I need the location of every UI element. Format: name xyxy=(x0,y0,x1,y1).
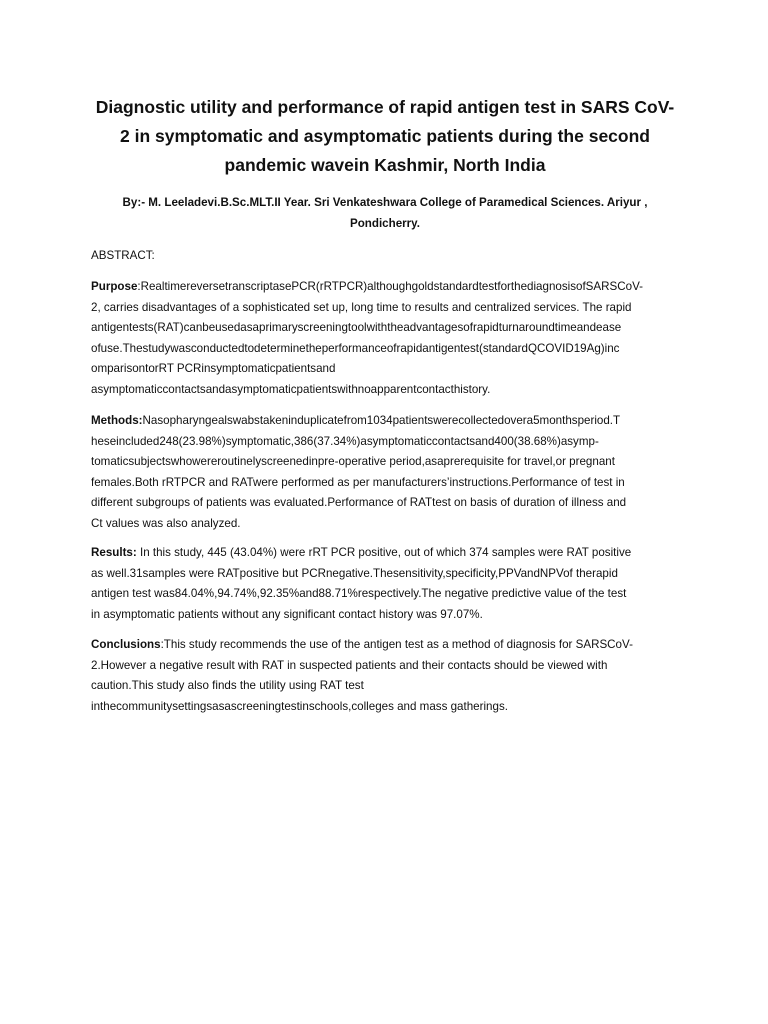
paragraph-line: 2.However a negative result with RAT in suspected patients and their contacts should be viewed with xyxy=(91,658,608,672)
paragraph-line: 2, carries disadvantages of a sophisticated set up, long time to results and centralized services. The rapid xyxy=(91,300,632,314)
results-text: In this study, 445 (43.04%) were rRT PCR positive, out of which 374 samples were RAT positive xyxy=(136,546,632,559)
paragraph-line xyxy=(91,543,691,564)
conclusions-text: :This study recommends the use of the antigen test as a method of diagnosis for SARSCoV- xyxy=(160,638,633,651)
author-byline xyxy=(80,192,690,234)
title-line: 2 in symptomatic and asymptomatic patients during the second xyxy=(120,126,650,146)
paragraph-line: in asymptomatic patients without any significant contact history was 97.07%. xyxy=(91,607,483,621)
paragraph-line: females.Both rRTPCR and RATwere performed as per manufacturers’instructions.Performance of test in xyxy=(91,475,625,489)
conclusions-paragraph xyxy=(91,635,691,717)
paragraph-line: antigentests(RAT)canbeusedasaprimaryscreeningtoolwiththeadvantagesofrapidturnaroundtimeandease xyxy=(91,321,622,334)
results-label: Results: xyxy=(91,546,137,559)
purpose-paragraph xyxy=(91,277,691,400)
paragraph-line: heseincluded248(23.98%)symptomatic,386(37.34%)asymptomaticcontactsand400(38.68%)asymp- xyxy=(91,434,599,448)
paragraph-line: Ct values was also analyzed. xyxy=(91,516,241,530)
byline-line: Pondicherry. xyxy=(349,217,420,230)
paragraph-line xyxy=(91,277,691,298)
paragraph-line: ofuse.Thestudywasconductedtodeterminetheperformanceofrapidantigentest(standardQCOVID19Ag)inc xyxy=(91,341,620,355)
paragraph-line: different subgroups of patients was evaluated.Performance of RATtest on basis of duration of illness and xyxy=(91,496,627,509)
paragraph-line: as well.31samples were RATpositive but PCRnegative.Thesensitivity,specificity,PPVandNPVof therapid xyxy=(91,566,618,580)
paper-title xyxy=(80,93,690,180)
paragraph-line: tomaticsubjectswhowereroutinelyscreenedinpre-operative period,asaprerequisite for travel,or pregnant xyxy=(91,455,615,468)
title-line: Diagnostic utility and performance of rapid antigen test in SARS CoV- xyxy=(95,97,675,117)
methods-label: Methods: xyxy=(91,414,143,427)
purpose-text: :RealtimereversetranscriptasePCR(rRTPCR)althoughgoldstandardtestforthediagnosisofSARSCoV- xyxy=(137,280,644,293)
methods-paragraph xyxy=(91,411,691,534)
paragraph-line: antigen test was84.04%,94.74%,92.35%and88.71%respectively.The negative predictive value of the test xyxy=(91,587,627,600)
paragraph-line: asymptomaticcontactsandasymptomaticpatientswithnoapparentcontacthistory. xyxy=(91,382,491,396)
paragraph-line: omparisontorRT PCRinsymptomaticpatientsand xyxy=(91,362,336,375)
methods-text: Nasopharyngealswabstakeninduplicatefrom1034patientswerecollectedovera5monthsperiod.T xyxy=(142,414,621,427)
byline-line: By:- M. Leeladevi.B.Sc.MLT.II Year. Sri Venkateshwara College of Paramedical Sciences. Ariyur , xyxy=(122,196,648,209)
abstract-heading: ABSTRACT: xyxy=(91,249,155,262)
paragraph-line xyxy=(91,635,691,656)
purpose-label: Purpose xyxy=(91,280,138,293)
results-paragraph xyxy=(91,543,691,625)
paragraph-line: caution.This study also finds the utility using RAT test xyxy=(91,679,364,692)
conclusions-label: Conclusions xyxy=(91,638,161,651)
paragraph-line: inthecommunitysettingsasascreeningtestinschools,colleges and mass gatherings. xyxy=(91,699,508,713)
title-line: pandemic wavein Kashmir, North India xyxy=(224,155,546,175)
paragraph-line xyxy=(91,411,691,432)
